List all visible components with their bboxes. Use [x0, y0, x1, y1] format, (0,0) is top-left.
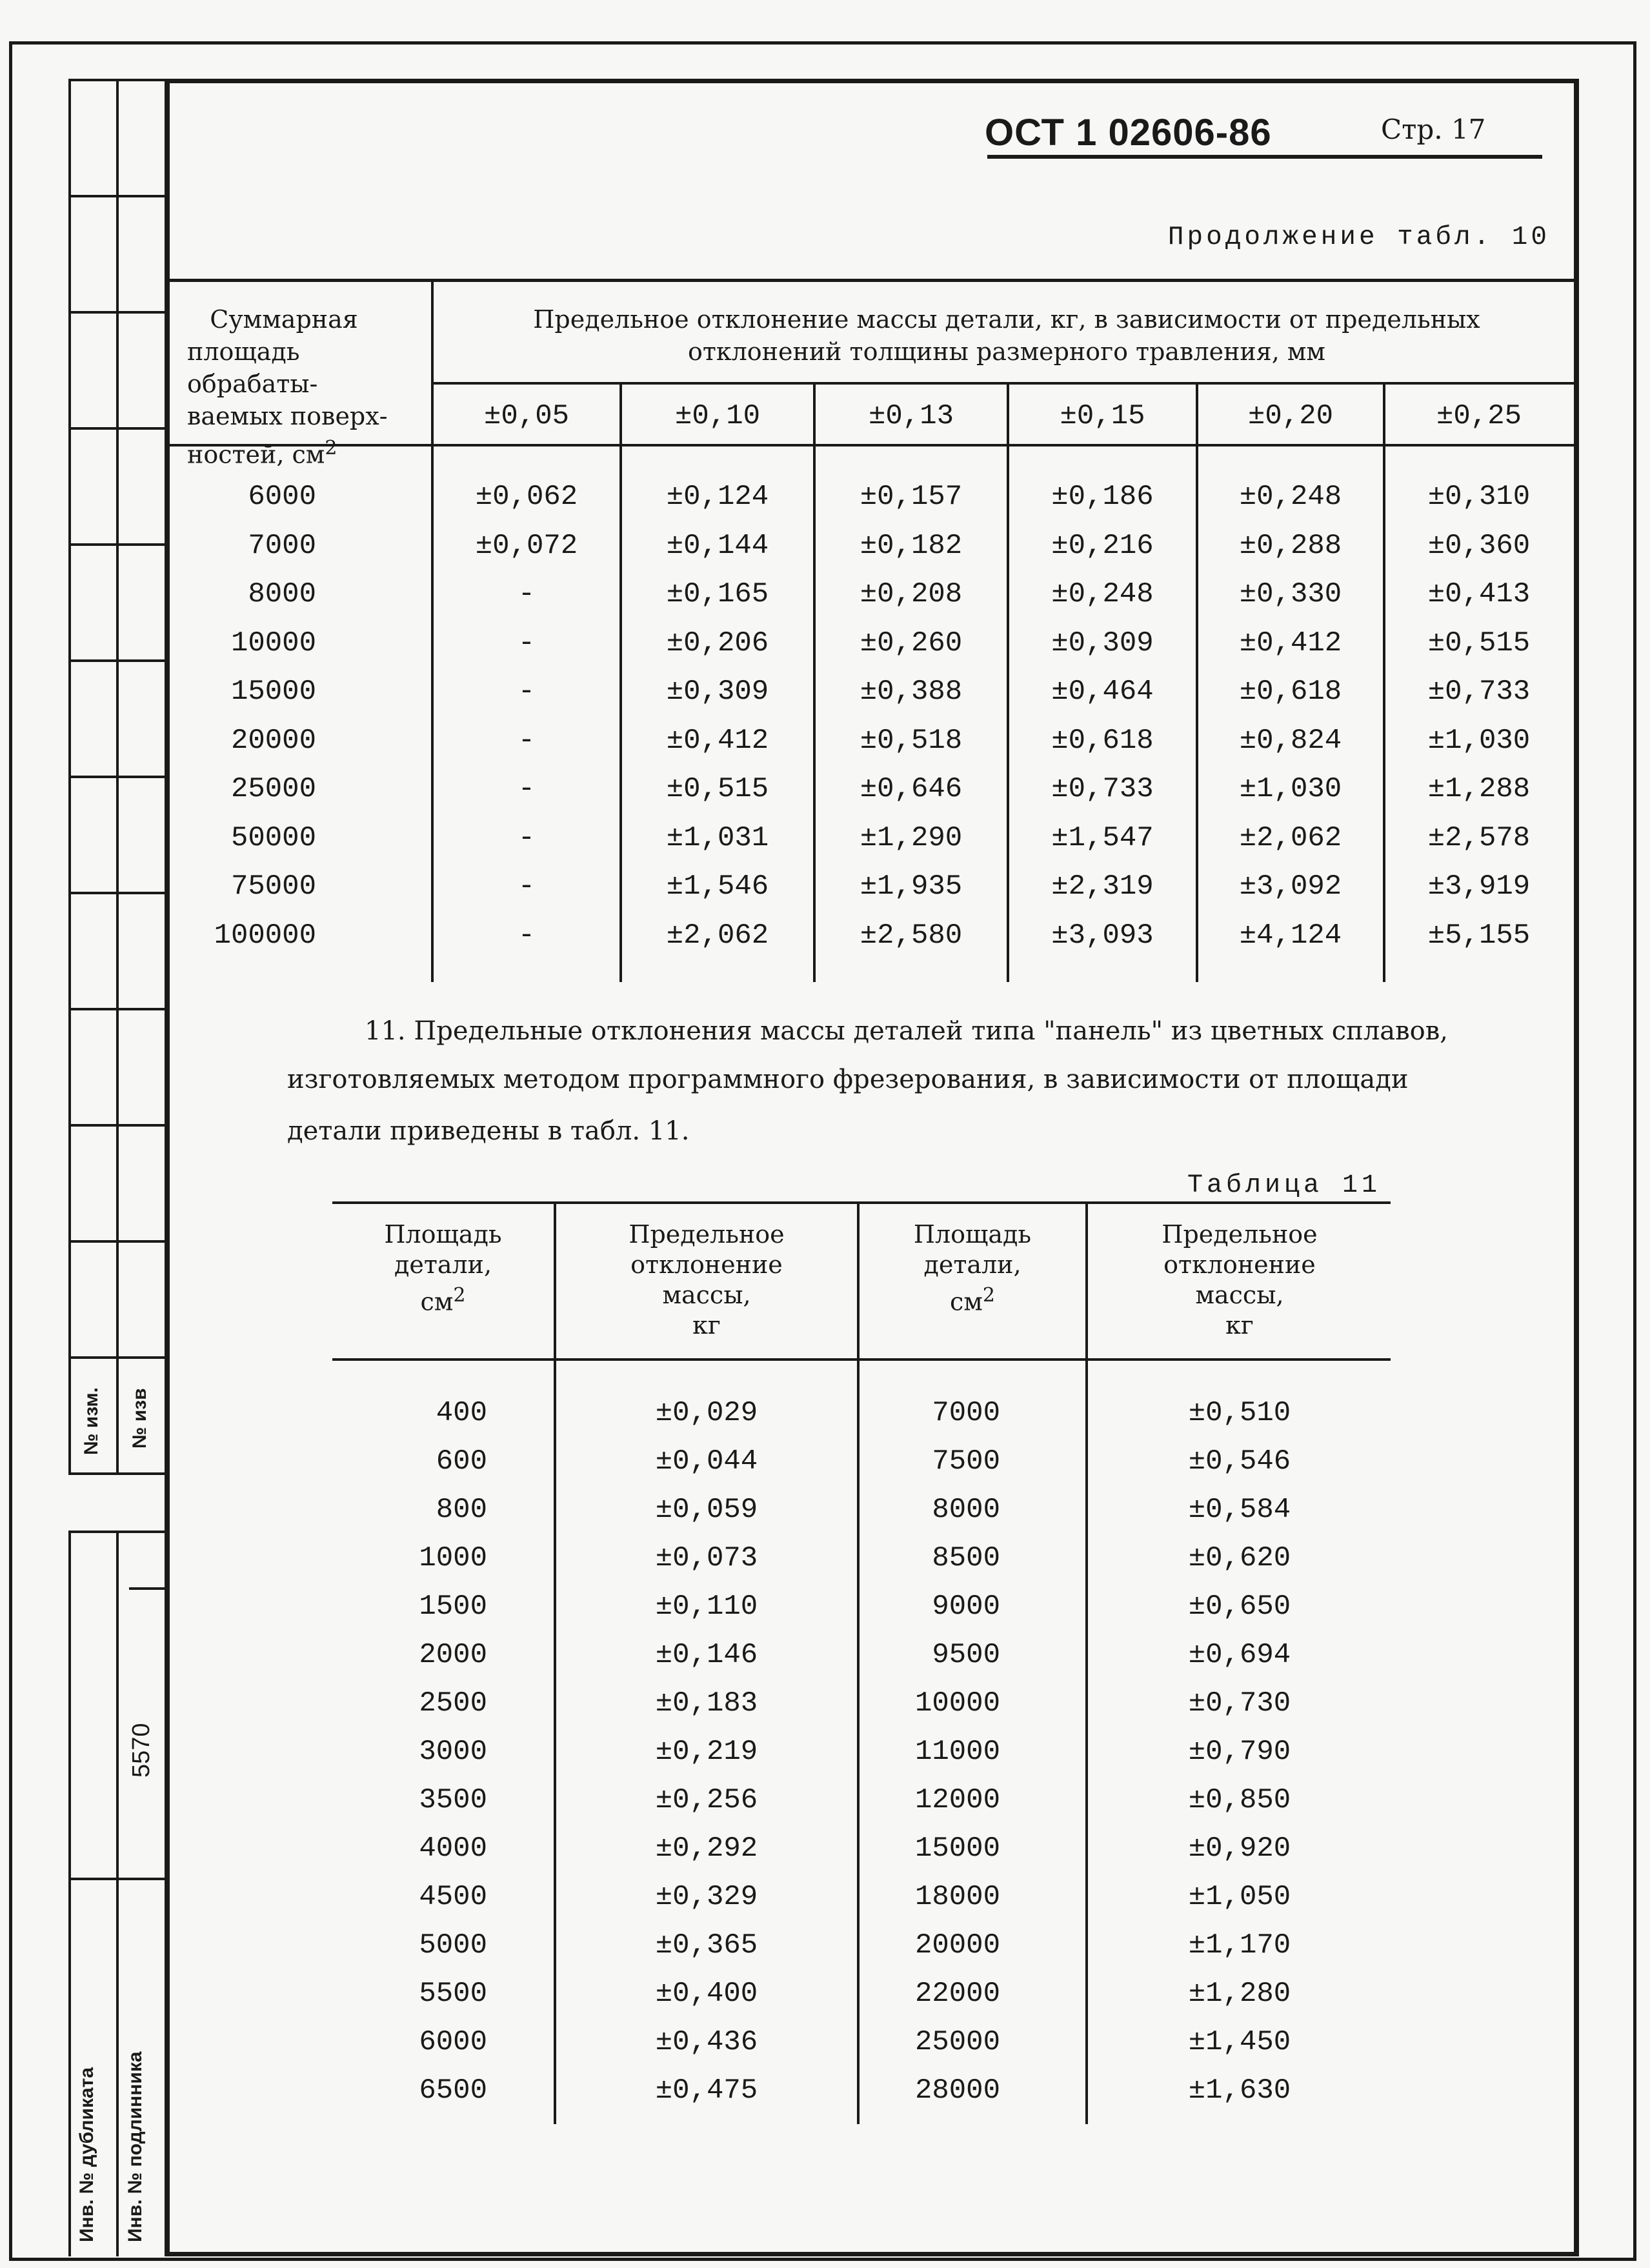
table10-area-cell: 6000	[248, 481, 316, 513]
table11-value-cell: ±0,400	[655, 1978, 758, 2010]
table10-area-cell: 25000	[230, 773, 316, 805]
table11-area-cell: 15000	[914, 1832, 1000, 1865]
table10-value-cell: ±1,288	[1427, 773, 1531, 805]
table10-value-cell: ±0,248	[1051, 578, 1154, 610]
table10-value-cell: ±0,388	[860, 676, 963, 708]
table10-value-cell: ±1,546	[666, 870, 769, 903]
table11-value-cell: ±0,790	[1188, 1736, 1291, 1768]
table11-area-cell: 2000	[419, 1639, 487, 1671]
table11-area-cell: 4000	[419, 1832, 487, 1865]
table11-area-cell: 9500	[932, 1639, 1000, 1671]
table11-area-cell: 800	[436, 1494, 487, 1526]
table11-value-cell: ±1,450	[1188, 2026, 1291, 2058]
table11-area-cell: 9000	[932, 1591, 1000, 1623]
table11-area-cell: 1500	[419, 1591, 487, 1623]
table10-area-cell: 15000	[230, 676, 316, 708]
table10-value-cell: ±0,646	[860, 773, 963, 805]
table10-value-cell: ±1,935	[860, 870, 963, 903]
paragraph-line: изготовляемых методом программного фрезерования, в зависимости от площади	[287, 1065, 1409, 1094]
table10-area-cell: 75000	[230, 870, 316, 903]
table10-value-cell: ±0,309	[666, 676, 769, 708]
table10-value-cell: ±0,824	[1239, 724, 1342, 757]
table11-value-cell: ±1,280	[1188, 1978, 1291, 2010]
table10-value-cell: ±0,618	[1239, 676, 1342, 708]
table11-area-cell: 7000	[932, 1397, 1000, 1429]
table11-area-cell: 8000	[932, 1494, 1000, 1526]
table11-value-cell: ±0,146	[655, 1639, 758, 1671]
table11-value-cell: ±0,584	[1188, 1494, 1291, 1526]
table10-area-cell: 7000	[248, 529, 316, 562]
table11-area-cell: 7500	[932, 1445, 1000, 1478]
margin-izm-label: № изм.	[81, 1387, 102, 1455]
table10-subheader: ±0,05	[483, 400, 570, 432]
table10-value-cell: ±0,310	[1427, 481, 1531, 513]
table10-value-cell: ±0,206	[666, 627, 769, 659]
table10-value-cell: ±0,618	[1051, 724, 1154, 757]
table10-value-cell: ±3,092	[1239, 870, 1342, 903]
table10-value-cell: ±1,030	[1239, 773, 1342, 805]
table10-area-cell: 50000	[230, 821, 316, 854]
table11-area-cell: 3000	[419, 1736, 487, 1768]
table11-value-cell: ±1,050	[1188, 1881, 1291, 1913]
table10-subheader: ±0,15	[1060, 400, 1145, 432]
table10-value-cell: -	[518, 627, 536, 659]
table10-value-cell: ±0,072	[475, 529, 578, 562]
table11-value-cell: ±0,436	[655, 2026, 758, 2058]
table10-area-cell: 10000	[230, 627, 316, 659]
table10-area-cell: 20000	[230, 724, 316, 757]
table10-value-cell: ±5,155	[1427, 919, 1531, 952]
table11-value-cell: ±0,256	[655, 1784, 758, 1816]
table10-value-cell: ±0,515	[666, 773, 769, 805]
table11-col3-header: Предельное отклонение массы, кг	[1162, 1220, 1318, 1340]
table10-group-header: Предельное отклонение массы детали, кг, в зависимости от предельных отклонений толщины размерного травления, мм	[533, 305, 1480, 366]
table11-value-cell: ±0,730	[1188, 1687, 1291, 1720]
table11-value-cell: ±0,694	[1188, 1639, 1291, 1671]
table10-value-cell: ±0,208	[860, 578, 963, 610]
table11-value-cell: ±1,630	[1188, 2074, 1291, 2107]
table10-value-cell: ±0,733	[1051, 773, 1154, 805]
table11-area-cell: 600	[436, 1445, 487, 1478]
table10-value-cell: ±2,319	[1051, 870, 1154, 903]
table10-value-cell: ±2,062	[1239, 821, 1342, 854]
table10-col0-header: Суммарная площадь обрабаты- ваемых поверх- ностей, $см^2$	[187, 305, 388, 469]
table11-area-cell: 400	[436, 1397, 487, 1429]
table10-value-cell: -	[518, 676, 536, 708]
table11-value-cell: ±0,183	[655, 1687, 758, 1720]
table10-value-cell: ±0,216	[1051, 529, 1154, 562]
table11-col2-header: Площадь детали, $см^2$	[913, 1220, 1032, 1316]
table11-value-cell: ±0,073	[655, 1542, 758, 1574]
table10-value-cell: ±2,578	[1427, 821, 1531, 854]
table11-area-cell: 4500	[419, 1881, 487, 1913]
table10-value-cell: ±0,182	[860, 529, 963, 562]
table11-value-cell: ±0,029	[655, 1397, 758, 1429]
table10-value-cell: ±0,412	[666, 724, 769, 757]
table10-area-cell: 100000	[214, 919, 316, 952]
table10-subheader: ±0,20	[1247, 400, 1334, 432]
paragraph-line: детали приведены в табл. 11.	[287, 1116, 690, 1146]
table10-value-cell: ±0,248	[1239, 481, 1342, 513]
table10-value-cell: ±0,733	[1427, 676, 1531, 708]
table10-value-cell: -	[518, 919, 536, 952]
table11-value-cell: ±0,920	[1188, 1832, 1291, 1865]
table10-value-cell: ±0,413	[1427, 578, 1531, 610]
table11-title: Таблица 11	[1187, 1171, 1382, 1200]
table10-value-cell: ±0,412	[1239, 627, 1342, 659]
margin-podlinnik-label: Инв. № подлинника	[125, 2051, 146, 2242]
table11-value-cell: ±0,850	[1188, 1784, 1291, 1816]
table10-value-cell: ±1,290	[860, 821, 963, 854]
margin-izv-label: № изв	[129, 1388, 150, 1449]
header-underline	[987, 155, 1542, 159]
table11-area-cell: 8500	[932, 1542, 1000, 1574]
table10-value-cell: -	[518, 821, 536, 854]
table10-value-cell: ±0,124	[666, 481, 769, 513]
paragraph-line: 11. Предельные отклонения массы деталей типа "панель" из цветных сплавов,	[365, 1016, 1448, 1046]
table10-subheader: ±0,25	[1436, 400, 1522, 432]
table10-value-cell: ±1,031	[666, 821, 769, 854]
table11-value-cell: ±0,365	[655, 1929, 758, 1962]
table10-continuation-title: Продолжение табл. 10	[1167, 223, 1550, 252]
margin-dublikat-label: Инв. № дубликата	[76, 2067, 97, 2242]
table11-col1-header: Предельное отклонение массы, кг	[629, 1220, 785, 1340]
table11-area-cell: 12000	[914, 1784, 1000, 1816]
table10-value-cell: -	[518, 578, 536, 610]
table10-value-cell: ±0,515	[1427, 627, 1531, 659]
table10-value-cell: ±0,288	[1239, 529, 1342, 562]
table11-area-cell: 28000	[914, 2074, 1000, 2107]
table11-area-cell: 22000	[914, 1978, 1000, 2010]
table10-value-cell: ±1,547	[1051, 821, 1154, 854]
table11-value-cell: ±0,546	[1188, 1445, 1291, 1478]
table10-value-cell: ±0,144	[666, 529, 769, 562]
table11-area-cell: 20000	[914, 1929, 1000, 1962]
table11-area-cell: 5500	[419, 1978, 487, 2010]
table10-value-cell: ±1,030	[1427, 724, 1531, 757]
table11-area-cell: 18000	[914, 1881, 1000, 1913]
table10-value-cell: ±0,464	[1051, 676, 1154, 708]
table10-value-cell: ±2,580	[860, 919, 963, 952]
table10-value-cell: ±0,309	[1051, 627, 1154, 659]
table11-area-cell: 25000	[914, 2026, 1000, 2058]
table10-value-cell: ±0,157	[860, 481, 963, 513]
table11-value-cell: ±0,650	[1188, 1591, 1291, 1623]
table11-value-cell: ±0,044	[655, 1445, 758, 1478]
table10-value-cell: ±3,093	[1051, 919, 1154, 952]
table10-value-cell: ±0,062	[475, 481, 578, 513]
table10-value-cell: ±0,360	[1427, 529, 1531, 562]
table10-value-cell: ±0,518	[860, 724, 963, 757]
table10-value-cell: ±2,062	[666, 919, 769, 952]
table11-value-cell: ±0,510	[1188, 1397, 1291, 1429]
table11-value-cell: ±0,620	[1188, 1542, 1291, 1574]
table11-area-cell: 1000	[419, 1542, 487, 1574]
margin-number: 5570	[128, 1723, 155, 1778]
table10-value-cell: ±0,186	[1051, 481, 1154, 513]
table11-value-cell: ±0,110	[655, 1591, 758, 1623]
table10-value-cell: ±4,124	[1239, 919, 1342, 952]
table10-subheader: ±0,13	[868, 400, 954, 432]
table11-value-cell: ±0,219	[655, 1736, 758, 1768]
table10-value-cell: -	[518, 870, 536, 903]
table11-area-cell: 6500	[419, 2074, 487, 2107]
table11-area-cell: 3500	[419, 1784, 487, 1816]
page-number: Стр. 17	[1381, 114, 1486, 145]
table10-value-cell: -	[518, 724, 536, 757]
table11-area-cell: 2500	[419, 1687, 487, 1720]
table10-subheader: ±0,10	[674, 400, 761, 432]
table11-area-cell: 10000	[914, 1687, 1000, 1720]
table10-value-cell: ±0,165	[666, 578, 769, 610]
table10-value-cell: ±0,330	[1239, 578, 1342, 610]
document-code: ОСТ 1 02606-86	[985, 112, 1272, 154]
table11-col0-header: Площадь детали, $см^2$	[384, 1220, 502, 1316]
table11-value-cell: ±1,170	[1188, 1929, 1291, 1962]
table10-value-cell: -	[518, 773, 536, 805]
table10-value-cell: ±3,919	[1427, 870, 1531, 903]
table10-area-cell: 8000	[248, 578, 316, 610]
table11-value-cell: ±0,292	[655, 1832, 758, 1865]
table11-value-cell: ±0,329	[655, 1881, 758, 1913]
table11-area-cell: 5000	[419, 1929, 487, 1962]
table11-value-cell: ±0,059	[655, 1494, 758, 1526]
table11-area-cell: 11000	[914, 1736, 1000, 1768]
table11-area-cell: 6000	[419, 2026, 487, 2058]
table10-value-cell: ±0,260	[860, 627, 963, 659]
table11-value-cell: ±0,475	[655, 2074, 758, 2107]
